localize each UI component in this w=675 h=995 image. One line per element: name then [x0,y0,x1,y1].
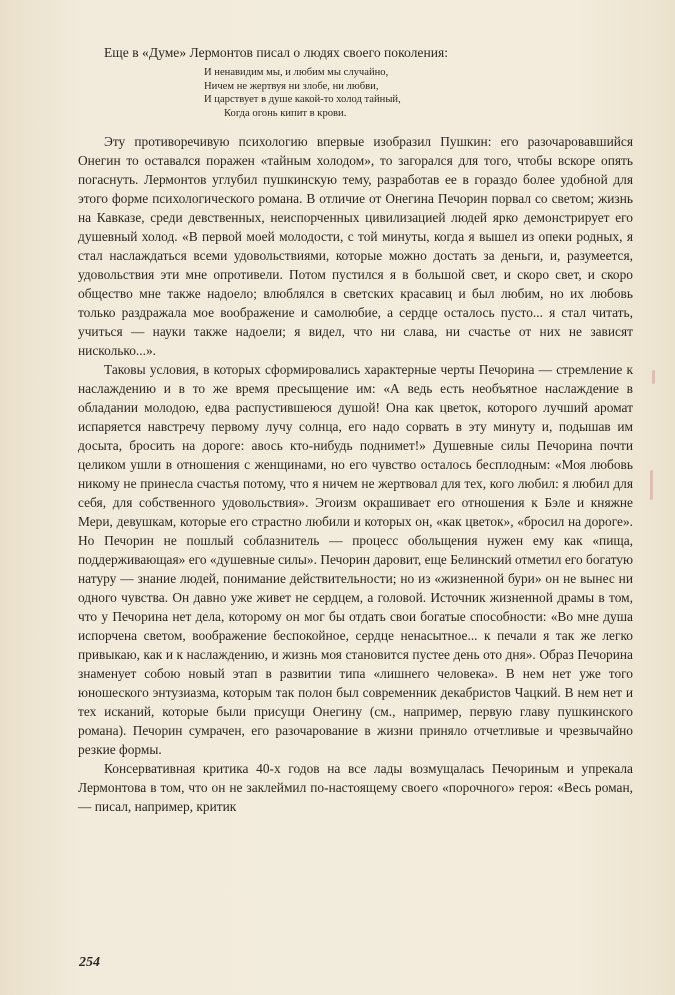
margin-mark [652,370,655,384]
poem-line: Ничем не жертвуя ни злобе, ни любви, [204,80,379,92]
paragraph: Эту противоречивую психологию впервые изобразил Пушкин: его разочаровавшийся Онегин то оставался поражен «тайным холодом», то загорался для того, чтобы вскоре опять погаснуть. Лермонтов углубил пушкинскую тему, разработав ее в гораздо более удобной для этого форме психологического романа. В отличие от Онегина Печорин порвал со светом; жизнь на Кавказе, среди девственных, неиспорченных цивилизацией людей ярко демонстрирует его душевный холод. «В первой моей молодости, с той минуты, когда я вышел из опеки родных, я стал наслаждаться всеми удовольствиями, которые можно достать за деньги, и, разумеется, удовольствия эти мне опротивели. Потом пустился я в большой свет, и скоро свет, и скоро общество мне также надоело; влюблялся в светских красавиц и был любим, но их любовь только раздражала мое воображение и самолюбие, а сердце осталось пусто... я стал читать, учиться — науки также надоели; я видел, что ни слава, ни счастье от них не зависят нисколько...». [78,134,633,359]
poem-line: Когда огонь кипит в крови. [224,107,347,119]
poem-quote [204,66,633,120]
poem-line: И ненавидим мы, и любим мы случайно, [204,67,389,78]
intro-line: Еще в «Думе» Лермонтов писал о людях своего поколения: [104,45,449,60]
paragraph: Консервативная критика 40-х годов на все лады возмущалась Печориным и упрекала Лермонтова в том, что он не заклеймил по-настоящему своего «порочного» героя: «Весь роман, — писал, например, критик [78,761,633,815]
margin-mark [650,470,653,500]
body-text [78,132,633,816]
paragraph: Таковы условия, в которых сформировались характерные черты Печорина — стремление к наслаждению и в то же время пресыщение им: «А ведь есть необъятное наслаждение в обладании молодою, едва распустившеюся душой! Она как цветок, которого лучший аромат испаряется навстречу первому лучу солнца, его надо сорвать в эту минуту и, подышав им досыта, бросить на дороге: авось кто-нибудь поднимет!» Душевные силы Печорина почти целиком ушли в отношения с женщинами, но его чувство осталось бесплодным: «Моя любовь никому не принесла счастья потому, что я ничем не жертвовал для тех, кого любил: я любил для себя, для собственного удовольствия». Эгоизм окрашивает его отношения к Бэле и княжне Мери, девушкам, которые его страстно любили и которых он, «как цветок», «бросил на дороге». Но Печорин не пошлый соблазнитель — процесс обольщения нужен ему как «пища, поддерживающая» его «душевные силы». Печорин даровит, еще Белинский отметил его богатую натуру — знание людей, понимание действительности; но из «жизненной бури» он не вынес ни одного чувства. Он давно уже живет не сердцем, а головой. Источник жизненной драмы в том, что у Печорина нет дела, которому он мог бы отдать свои богатые способности: «Во мне душа испорчена светом, воображение беспокойное, сердце ненасытное... к печали я так же легко привыкаю, как и к наслаждению, и жизнь моя становится пустее день ото дня». Образ Печорина знаменует собою новый этап в развитии типа «лишнего человека». В нем нет уже того юношеского энтузиазма, которым так полон был современник декабристов Чацкий. В нем нет и тех исканий, которые были присущи Онегину (см., например, первую главу пушкинского романа). Печорин сумрачен, его разочарование в жизни приняло отчетливые и чрезвычайно резкие формы. [78,362,633,758]
page-number: 254 [79,955,100,970]
poem-line: И царствует в душе какой-то холод тайный, [204,94,401,106]
